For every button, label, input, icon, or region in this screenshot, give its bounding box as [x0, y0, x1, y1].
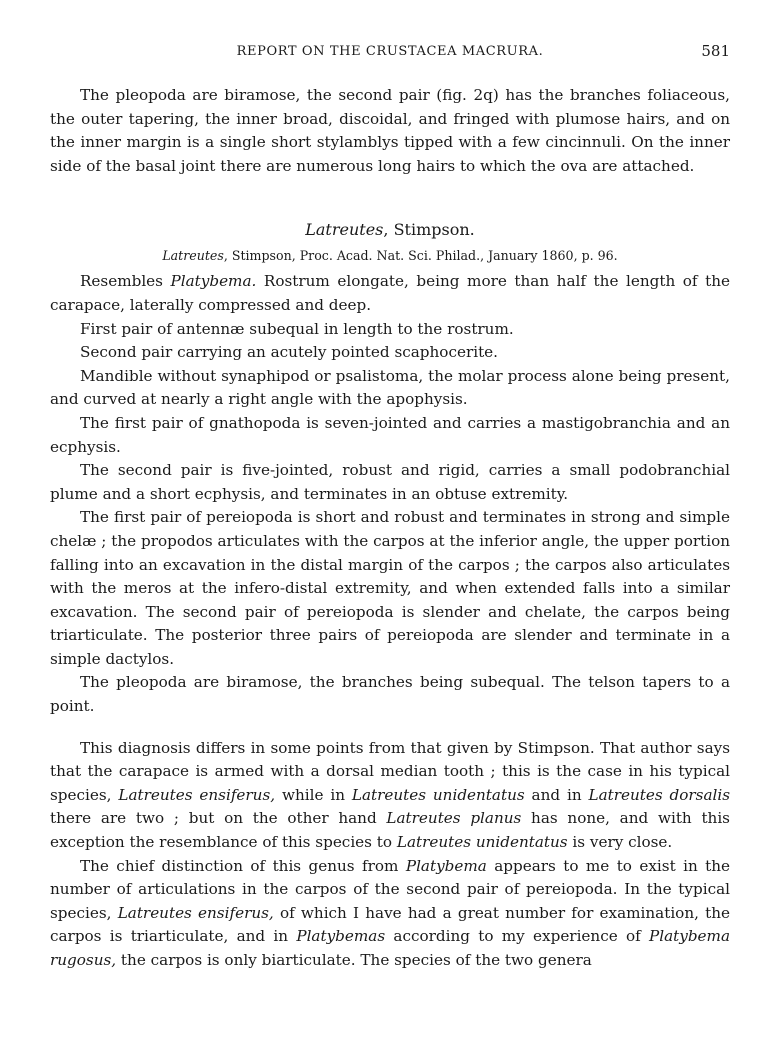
- running-head: [50, 44, 730, 70]
- diagnosis-paragraph-3: Second pair carrying an acutely pointed scaphocerite.: [80, 343, 498, 362]
- text-run: Rostrum elongate, being more than half the length of the carapace, laterally compressed and deep.: [50, 272, 730, 314]
- diagnosis-paragraph-8: The pleopoda are biramose, the branches being subequal. The telson tapers to a point.: [50, 673, 730, 716]
- citation-reference: , Stimpson, Proc. Acad. Nat. Sci. Philad., January 1860, p. 96.: [223, 248, 618, 264]
- diagnosis-paragraph-2: First pair of antennæ subequal in length to the rostrum.: [80, 319, 514, 338]
- text-run: there are two ; but on the other hand: [50, 809, 387, 828]
- text-run: of which I have had a great number for examination, the carpos is triarticulate, and in: [50, 903, 731, 946]
- species-name: Latreutes planus: [386, 809, 522, 828]
- diagnosis-paragraph-4: Mandible without synaphipod or psalistoma, the molar process alone being present, and curved at nearly a right angle with the apophysis.: [50, 366, 730, 409]
- diagnosis-paragraph-7: The first pair of pereiopoda is short and robust and terminates in strong and simple chelæ ; the propodos articulates with the carpos at the inferior angle, the upper portion falling into an excavation in the distal margin of the carpos ; the carpos also articulates with the meros at the infero-distal extremity, and when extended falls into a similar excavation. The second pair of pereiopoda is slender and chelate, the carpos being triarticulate. The posterior three pairs of pereiopoda are slender and terminate in a simple dactylos.: [50, 508, 730, 668]
- genus-name: Latreutes: [305, 220, 384, 240]
- genus-name-inline: Platybema.: [170, 272, 257, 291]
- document-page: [50, 44, 730, 973]
- diagnosis-paragraph-5: The first pair of gnathopoda is seven-jointed and carries a mastigobranchia and an ecphysis.: [50, 413, 730, 456]
- species-name: Latreutes dorsalis: [588, 785, 731, 804]
- species-name: Latreutes unidentatus: [351, 785, 525, 804]
- intro-paragraph: The pleopoda are biramose, the second pair (fig. 2q) has the branches foliaceous, the outer tapering, the inner broad, discoidal, and fringed with plumose hairs, and on the inner margin is a single short stylamblys tipped with a few cincinnuli. On the inner side of the basal joint there are numerous long hairs to which the ova are attached.: [50, 86, 730, 175]
- genus-heading: [50, 218, 730, 242]
- text-run: according to my experience of: [385, 927, 650, 946]
- text-run: This diagnosis differs in some points from that given by Stimpson. That author says that the carapace is armed with a dorsal median tooth ; this is the case in his typical species,: [50, 738, 730, 804]
- species-name: Latreutes unidentatus: [396, 833, 568, 852]
- section-gap: [50, 719, 730, 737]
- page-number: 581: [701, 42, 730, 60]
- species-name: Platybema: [405, 856, 487, 875]
- discussion-paragraph-2: [50, 855, 730, 973]
- discussion-paragraph-1: [50, 737, 730, 855]
- text-run: and in: [524, 785, 589, 804]
- genus-citation: [50, 246, 730, 266]
- genus-author: , Stimpson.: [383, 220, 475, 240]
- diagnosis-paragraph-1: [50, 270, 730, 317]
- running-title: REPORT ON THE CRUSTACEA MACRURA.: [236, 44, 544, 59]
- species-name: Platybemas: [296, 927, 386, 946]
- citation-genus-name: Latreutes: [162, 248, 224, 264]
- text-run: appears to me to exist in the number of articulations in the carpos of the second pair of pereiopoda. In the typical species,: [50, 856, 731, 922]
- species-name: Latreutes ensiferus,: [117, 903, 274, 922]
- text-run: Resembles: [80, 272, 171, 291]
- species-name: Platybema rugosus,: [50, 927, 730, 969]
- text-run: is very close.: [567, 833, 673, 852]
- text-run: The chief distinction of this genus from: [80, 856, 406, 875]
- text-run: the carpos is only biarticulate. The species of the two genera: [116, 951, 592, 969]
- diagnosis-paragraph-6: The second pair is five-jointed, robust and rigid, carries a small podobranchial plume and a short ecphysis, and terminates in an obtuse extremity.: [50, 461, 730, 503]
- species-name: Latreutes ensiferus,: [118, 785, 276, 804]
- text-run: while in: [275, 785, 352, 804]
- text-run: has none, and with this exception the resemblance of this species to: [50, 809, 730, 852]
